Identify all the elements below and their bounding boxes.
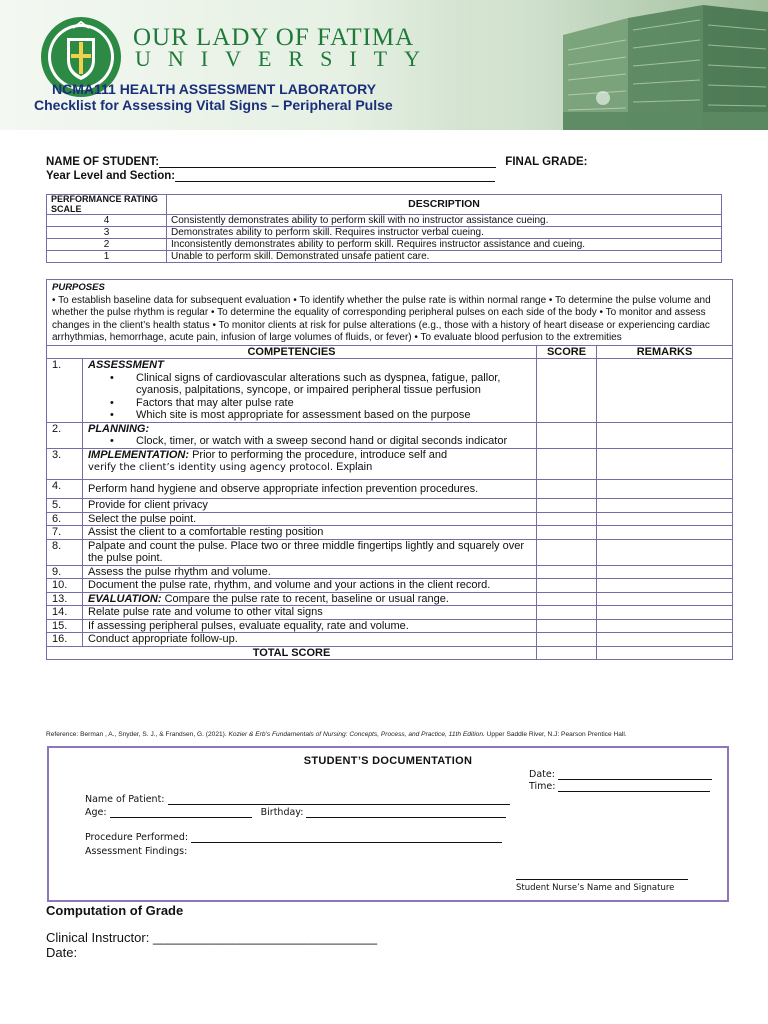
remarks-cell[interactable] bbox=[597, 539, 733, 565]
remarks-cell[interactable] bbox=[597, 499, 733, 513]
remarks-cell[interactable] bbox=[597, 619, 733, 633]
table-row bbox=[47, 633, 733, 647]
remarks-cell[interactable] bbox=[597, 565, 733, 579]
remarks-cell[interactable] bbox=[597, 592, 733, 606]
score-cell[interactable] bbox=[537, 448, 597, 479]
assessment-bullet: • Which site is most appropriate for assessment based on the purpose bbox=[106, 409, 531, 422]
remarks-cell[interactable] bbox=[597, 448, 733, 479]
clinical-instructor-row bbox=[46, 930, 377, 945]
step-text: Palpate and count the pulse. Place two or three middle fingertips lightly and squarely over the pulse point. bbox=[83, 539, 537, 565]
step-number: 1. bbox=[47, 359, 83, 423]
final-grade-label: FINAL GRADE: bbox=[505, 156, 588, 168]
score-cell[interactable] bbox=[537, 606, 597, 620]
header-banner bbox=[0, 0, 768, 130]
score-cell[interactable] bbox=[537, 422, 597, 448]
procedure-field[interactable] bbox=[191, 833, 502, 843]
rating-description: Demonstrates ability to perform skill. Requires instructor verbal cueing. bbox=[167, 227, 722, 239]
remarks-cell[interactable] bbox=[597, 606, 733, 620]
step-number: 3. bbox=[47, 448, 83, 479]
assessment-title: ASSESSMENT bbox=[88, 359, 164, 371]
purposes-title: PURPOSES bbox=[52, 282, 105, 293]
remarks-cell[interactable] bbox=[597, 526, 733, 540]
step-number: 4. bbox=[47, 479, 83, 499]
step-number: 13. bbox=[47, 592, 83, 606]
patient-name-label: Name of Patient: bbox=[85, 794, 165, 805]
step-number: 5. bbox=[47, 499, 83, 513]
date-row bbox=[529, 769, 712, 780]
remarks-cell[interactable] bbox=[597, 479, 733, 499]
year-section-label: Year Level and Section: bbox=[46, 170, 176, 182]
table-row bbox=[47, 499, 733, 513]
instructor-date-label: Date: bbox=[46, 945, 78, 960]
year-section-field[interactable] bbox=[175, 170, 495, 182]
remarks-cell[interactable] bbox=[597, 633, 733, 647]
computation-of-grade-heading: Computation of Grade bbox=[46, 903, 184, 918]
rating-description: Inconsistently demonstrates ability to perform skill. Requires instructor assistance and cueing. bbox=[167, 239, 722, 251]
student-name-field[interactable] bbox=[159, 156, 496, 168]
documentation-title: STUDENT’S DOCUMENTATION bbox=[303, 755, 473, 767]
student-name-row bbox=[46, 156, 588, 168]
score-cell[interactable] bbox=[537, 539, 597, 565]
competency-row-assessment bbox=[47, 359, 733, 423]
rating-score: 1 bbox=[47, 251, 167, 263]
remarks-cell[interactable] bbox=[597, 512, 733, 526]
step-text: Assist the client to a comfortable resting position bbox=[83, 526, 537, 540]
step-number: 7. bbox=[47, 526, 83, 540]
time-row bbox=[529, 781, 710, 792]
step-text: Perform hand hygiene and observe appropriate infection prevention procedures. bbox=[83, 479, 537, 499]
purposes-cell bbox=[47, 280, 733, 346]
total-score-label: TOTAL SCORE bbox=[47, 646, 537, 660]
university-name-line2: UNIVERSITY bbox=[135, 46, 437, 71]
step-text: Assess the pulse rhythm and volume. bbox=[83, 565, 537, 579]
score-cell[interactable] bbox=[537, 579, 597, 593]
step-number: 8. bbox=[47, 539, 83, 565]
implementation-title: IMPLEMENTATION: bbox=[88, 448, 190, 461]
total-score-row bbox=[47, 646, 733, 660]
table-row bbox=[47, 606, 733, 620]
table-row bbox=[47, 512, 733, 526]
competencies-table bbox=[46, 279, 733, 660]
checklist-title: Checklist for Assessing Vital Signs – Peripheral Pulse bbox=[34, 97, 393, 113]
score-header: SCORE bbox=[537, 345, 597, 359]
score-cell[interactable] bbox=[537, 499, 597, 513]
implementation-text-verify: verify the client’s identity using agency protocol. bbox=[88, 462, 334, 473]
score-cell[interactable] bbox=[537, 592, 597, 606]
assessment-bullet: • Factors that may alter pulse rate bbox=[106, 397, 531, 410]
step-text: Select the pulse point. bbox=[83, 512, 537, 526]
signature-label: Student Nurse’s Name and Signature bbox=[516, 883, 675, 893]
rating-row bbox=[47, 239, 722, 251]
course-title: NCMA111 HEALTH ASSESSMENT LABORATORY bbox=[52, 81, 377, 97]
age-birthday-row bbox=[85, 807, 506, 818]
rating-row bbox=[47, 215, 722, 227]
date-label: Date: bbox=[529, 769, 555, 780]
step-number: 14. bbox=[47, 606, 83, 620]
procedure-label: Procedure Performed: bbox=[85, 832, 189, 843]
score-cell[interactable] bbox=[537, 512, 597, 526]
birthday-field[interactable] bbox=[306, 808, 506, 818]
step-text: Conduct appropriate follow-up. bbox=[83, 633, 537, 647]
step-text: Document the pulse rate, rhythm, and volume and your actions in the client record. bbox=[83, 579, 537, 593]
remarks-cell[interactable] bbox=[597, 422, 733, 448]
description-header: DESCRIPTION bbox=[167, 195, 722, 215]
remarks-header: REMARKS bbox=[597, 345, 733, 359]
findings-row bbox=[85, 846, 187, 857]
assessment-bullet: • Clinical signs of cardiovascular alterations such as dyspnea, fatigue, pallor, cyanosis, palpitations, syncope, or impaired peripheral tissue perfusion bbox=[106, 372, 531, 397]
university-name-line1: OUR LADY OF FATIMA bbox=[133, 24, 415, 51]
time-label: Time: bbox=[529, 781, 556, 792]
step-text: If assessing peripheral pulses, evaluate equality, rate and volume. bbox=[83, 619, 537, 633]
competencies-header: COMPETENCIES bbox=[47, 345, 537, 359]
table-row bbox=[47, 539, 733, 565]
implementation-text-explain: Explain bbox=[333, 461, 373, 473]
implementation-text: Prior to performing the procedure, introduce self and bbox=[189, 448, 448, 461]
age-field[interactable] bbox=[110, 808, 252, 818]
clinical-instructor-label: Clinical Instructor: bbox=[46, 930, 150, 945]
score-cell[interactable] bbox=[537, 565, 597, 579]
reference-book-title: Kozier & Erb’s Fundamentals of Nursing: Concepts, Process, and Practice, 11th Edition. bbox=[228, 731, 485, 738]
score-cell[interactable] bbox=[537, 479, 597, 499]
evaluation-title: EVALUATION: bbox=[88, 592, 162, 605]
total-score-cell[interactable] bbox=[537, 646, 597, 660]
signature-line[interactable] bbox=[516, 879, 688, 880]
student-name-label: NAME OF STUDENT: bbox=[46, 156, 160, 168]
remarks-cell[interactable] bbox=[597, 359, 733, 423]
score-cell[interactable] bbox=[537, 526, 597, 540]
reference-prefix: Reference: Berman , A., Snyder, S. J., & Frandsen, G. (2021). bbox=[46, 731, 229, 738]
rating-row bbox=[47, 251, 722, 263]
planning-bullet: • Clock, timer, or watch with a sweep second hand or digital seconds indicator bbox=[106, 435, 531, 448]
table-row bbox=[47, 619, 733, 633]
total-remarks-cell[interactable] bbox=[597, 646, 733, 660]
step-number: 16. bbox=[47, 633, 83, 647]
competency-row-evaluation bbox=[47, 592, 733, 606]
age-label: Age: bbox=[85, 807, 107, 818]
patient-name-row bbox=[85, 794, 510, 805]
student-documentation-box bbox=[47, 746, 729, 902]
rating-score: 3 bbox=[47, 227, 167, 239]
competency-row-planning bbox=[47, 422, 733, 448]
purposes-text: • To establish baseline data for subsequent evaluation • To identify whether the pulse rate is within normal range • To determine the pulse volume and whether the pulse rhythm is regular • To determine the equality of corresponding peripheral pulses on each side of the body • To monitor and assess changes in the client’s health status • To monitor clients at risk for pulse alterations (e.g., those with a history of heart disease or experiencing cardiac arrhythmias, hemorrhage, acute pain, infusion of large volumes of fluids, or fever) • To evaluate blood perfusion to the extremities bbox=[52, 294, 711, 343]
rating-description: Unable to perform skill. Demonstrated unsafe patient care. bbox=[167, 251, 722, 263]
step-number: 2. bbox=[47, 422, 83, 448]
reference-suffix: Upper Saddle River, N.J: Pearson Prentice Hall. bbox=[484, 731, 627, 738]
rating-description: Consistently demonstrates ability to perform skill with no instructor assistance cueing. bbox=[167, 215, 722, 227]
university-building-image bbox=[468, 0, 768, 130]
rating-scale-header: PERFORMANCE RATING SCALE bbox=[47, 195, 167, 215]
evaluation-text: Compare the pulse rate to recent, baseline or usual range. bbox=[161, 592, 449, 605]
step-text: Provide for client privacy bbox=[83, 499, 537, 513]
step-number: 10. bbox=[47, 579, 83, 593]
score-cell[interactable] bbox=[537, 619, 597, 633]
reference-citation bbox=[46, 731, 627, 738]
table-row bbox=[47, 579, 733, 593]
score-cell[interactable] bbox=[537, 359, 597, 423]
performance-rating-table bbox=[46, 194, 722, 263]
procedure-row bbox=[85, 832, 502, 843]
rating-score: 4 bbox=[47, 215, 167, 227]
planning-title: PLANNING: bbox=[88, 422, 150, 435]
step-number: 9. bbox=[47, 565, 83, 579]
step-number: 15. bbox=[47, 619, 83, 633]
clinical-instructor-field[interactable]: _______________________________ bbox=[152, 930, 378, 945]
score-cell[interactable] bbox=[537, 633, 597, 647]
year-section-row bbox=[46, 170, 495, 182]
findings-label: Assessment Findings: bbox=[85, 846, 188, 857]
remarks-cell[interactable] bbox=[597, 579, 733, 593]
birthday-label: Birthday: bbox=[260, 807, 304, 818]
table-row bbox=[47, 479, 733, 499]
competency-row-implementation bbox=[47, 448, 733, 479]
step-number: 6. bbox=[47, 512, 83, 526]
rating-score: 2 bbox=[47, 239, 167, 251]
time-field[interactable] bbox=[558, 782, 710, 792]
rating-row bbox=[47, 227, 722, 239]
table-row bbox=[47, 526, 733, 540]
step-text: Relate pulse rate and volume to other vital signs bbox=[83, 606, 537, 620]
patient-name-field[interactable] bbox=[168, 795, 510, 805]
date-field[interactable] bbox=[558, 770, 712, 780]
table-row bbox=[47, 565, 733, 579]
